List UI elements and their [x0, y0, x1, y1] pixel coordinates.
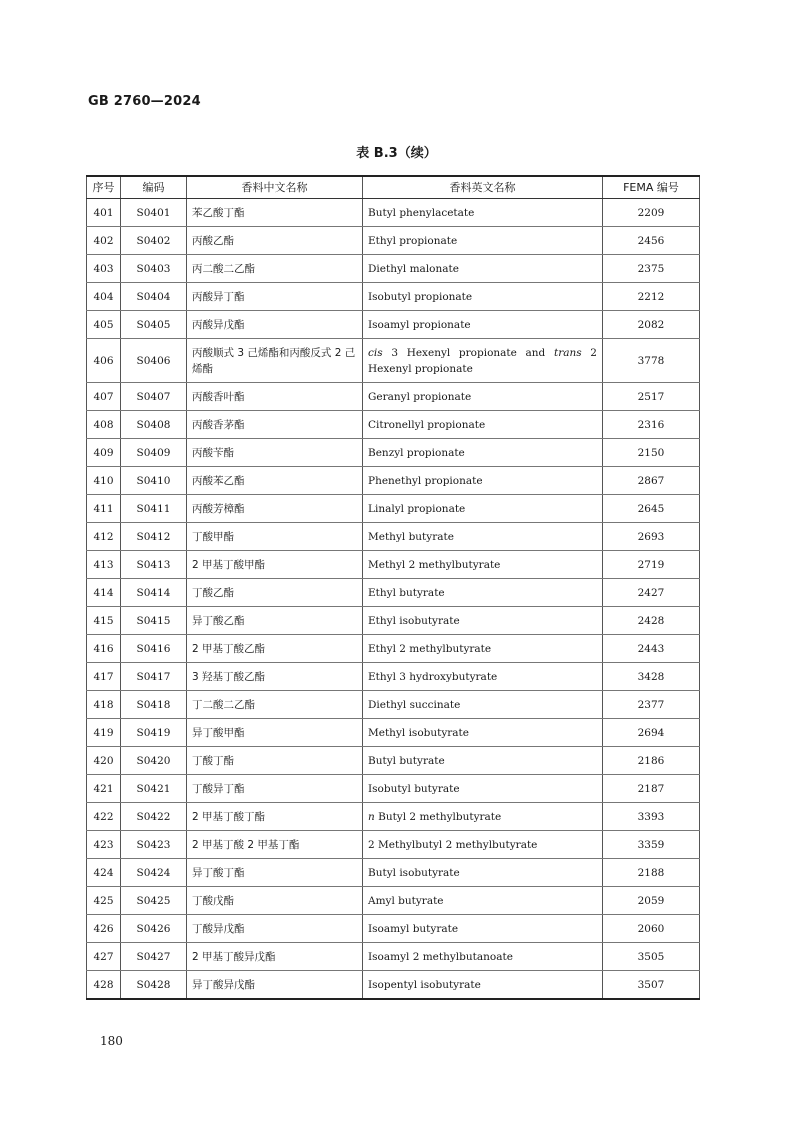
- cell-seq: 425: [87, 887, 121, 915]
- cell-cn-name: 3 羟基丁酸乙酯: [187, 663, 363, 691]
- col-header-en-name: 香料英文名称: [363, 176, 603, 199]
- table-header-row: [87, 176, 700, 199]
- cell-en-name: Isobutyl butyrate: [363, 775, 603, 803]
- table-row: [87, 607, 700, 635]
- cell-en-name: Isobutyl propionate: [363, 283, 603, 311]
- cell-cn-name: 丁酸丁酯: [187, 747, 363, 775]
- col-header-seq: 序号: [87, 176, 121, 199]
- cell-code: S0408: [121, 411, 187, 439]
- table-row: [87, 411, 700, 439]
- table-row: [87, 831, 700, 859]
- cell-seq: 409: [87, 439, 121, 467]
- cell-fema: 2867: [603, 467, 700, 495]
- cell-code: S0402: [121, 227, 187, 255]
- table-row: [87, 887, 700, 915]
- table-row: [87, 495, 700, 523]
- cell-seq: 411: [87, 495, 121, 523]
- cell-seq: 428: [87, 971, 121, 1000]
- table-row: [87, 311, 700, 339]
- cell-fema: 2060: [603, 915, 700, 943]
- cell-seq: 402: [87, 227, 121, 255]
- table-row: [87, 227, 700, 255]
- cell-cn-name: 2 甲基丁酸 2 甲基丁酯: [187, 831, 363, 859]
- cell-en-name: Ethyl 2 methylbutyrate: [363, 635, 603, 663]
- cell-code: S0427: [121, 943, 187, 971]
- trans-prefix: trans: [553, 346, 582, 359]
- cell-en-name: Phenethyl propionate: [363, 467, 603, 495]
- table-row: [87, 915, 700, 943]
- en-name-segment: Butyl 2 methylbutyrate: [374, 810, 502, 823]
- cell-cn-name: 丙酸香叶酯: [187, 383, 363, 411]
- cell-seq: 415: [87, 607, 121, 635]
- table-row: [87, 663, 700, 691]
- cell-code: S0421: [121, 775, 187, 803]
- en-name-segment: 3 Hexenyl propionate and: [382, 346, 554, 359]
- table-row: [87, 551, 700, 579]
- cell-seq: 412: [87, 523, 121, 551]
- cell-fema: 2188: [603, 859, 700, 887]
- cell-en-name: Citronellyl propionate: [363, 411, 603, 439]
- cell-cn-name: 2 甲基丁酸丁酯: [187, 803, 363, 831]
- cell-fema: 2187: [603, 775, 700, 803]
- cell-en-name: Geranyl propionate: [363, 383, 603, 411]
- table-row: [87, 775, 700, 803]
- cell-cn-name: 异丁酸丁酯: [187, 859, 363, 887]
- cell-fema: 3359: [603, 831, 700, 859]
- table-row: [87, 199, 700, 227]
- cell-fema: 3428: [603, 663, 700, 691]
- col-header-fema: FEMA 编号: [603, 176, 700, 199]
- cell-cn-name: 丙酸香茅酯: [187, 411, 363, 439]
- cell-code: S0410: [121, 467, 187, 495]
- cell-en-name: Butyl phenylacetate: [363, 199, 603, 227]
- cell-seq: 424: [87, 859, 121, 887]
- cell-code: S0425: [121, 887, 187, 915]
- cell-fema: 2645: [603, 495, 700, 523]
- cell-code: S0406: [121, 339, 187, 383]
- cell-cn-name: 丙酸异戊酯: [187, 311, 363, 339]
- cell-cn-name: 异丁酸甲酯: [187, 719, 363, 747]
- cell-code: S0403: [121, 255, 187, 283]
- table-row: [87, 691, 700, 719]
- table-row: [87, 943, 700, 971]
- cell-code: S0416: [121, 635, 187, 663]
- cell-fema: 2517: [603, 383, 700, 411]
- cell-seq: 427: [87, 943, 121, 971]
- cell-seq: 420: [87, 747, 121, 775]
- cell-code: S0419: [121, 719, 187, 747]
- table-row: [87, 971, 700, 1000]
- cell-cn-name: 丙酸苯乙酯: [187, 467, 363, 495]
- cell-en-name: Ethyl isobutyrate: [363, 607, 603, 635]
- table-row: [87, 467, 700, 495]
- cell-fema: 2427: [603, 579, 700, 607]
- table-row: [87, 523, 700, 551]
- cell-en-name: Methyl butyrate: [363, 523, 603, 551]
- flavor-table: [86, 175, 700, 1000]
- cell-code: S0414: [121, 579, 187, 607]
- cell-code: S0426: [121, 915, 187, 943]
- table-row: [87, 339, 700, 383]
- cell-code: S0407: [121, 383, 187, 411]
- cell-code: S0404: [121, 283, 187, 311]
- cell-fema: 2212: [603, 283, 700, 311]
- cell-en-name: Methyl isobutyrate: [363, 719, 603, 747]
- cell-code: S0411: [121, 495, 187, 523]
- n-prefix: n: [368, 810, 375, 823]
- cell-fema: 2375: [603, 255, 700, 283]
- table-row: [87, 283, 700, 311]
- cell-code: S0413: [121, 551, 187, 579]
- cell-en-name: Benzyl propionate: [363, 439, 603, 467]
- table-row: [87, 439, 700, 467]
- cell-seq: 406: [87, 339, 121, 383]
- cell-seq: 423: [87, 831, 121, 859]
- cell-en-name: [363, 339, 603, 383]
- cell-seq: 408: [87, 411, 121, 439]
- table-caption: 表 B.3（续）: [356, 146, 437, 161]
- cell-fema: 3778: [603, 339, 700, 383]
- table-row: [87, 747, 700, 775]
- cell-fema: 2428: [603, 607, 700, 635]
- cell-fema: 2443: [603, 635, 700, 663]
- cell-code: S0428: [121, 971, 187, 1000]
- cell-fema: 2316: [603, 411, 700, 439]
- cis-prefix: cis: [368, 346, 383, 359]
- cell-cn-name: 丙酸乙酯: [187, 227, 363, 255]
- cell-seq: 416: [87, 635, 121, 663]
- table-row: [87, 803, 700, 831]
- cell-fema: 2719: [603, 551, 700, 579]
- cell-seq: 404: [87, 283, 121, 311]
- cell-fema: 2059: [603, 887, 700, 915]
- cell-en-name: Ethyl butyrate: [363, 579, 603, 607]
- cell-fema: 2694: [603, 719, 700, 747]
- cell-code: S0415: [121, 607, 187, 635]
- cell-fema: 3393: [603, 803, 700, 831]
- cell-seq: 401: [87, 199, 121, 227]
- cell-en-name: Isoamyl butyrate: [363, 915, 603, 943]
- cell-fema: 2186: [603, 747, 700, 775]
- cell-fema: 2456: [603, 227, 700, 255]
- cell-cn-name: 异丁酸乙酯: [187, 607, 363, 635]
- cell-cn-name: 丁酸异戊酯: [187, 915, 363, 943]
- cell-seq: 405: [87, 311, 121, 339]
- page-number: 180: [100, 1034, 123, 1048]
- cell-fema: 2377: [603, 691, 700, 719]
- cell-fema: 3507: [603, 971, 700, 1000]
- cell-en-name: Amyl butyrate: [363, 887, 603, 915]
- table-row: [87, 255, 700, 283]
- cell-seq: 410: [87, 467, 121, 495]
- cell-seq: 407: [87, 383, 121, 411]
- cell-code: S0424: [121, 859, 187, 887]
- col-header-code: 编码: [121, 176, 187, 199]
- cell-en-name: Isoamyl 2 methylbutanoate: [363, 943, 603, 971]
- table-row: [87, 719, 700, 747]
- cell-cn-name: 丙酸异丁酯: [187, 283, 363, 311]
- cell-en-name: [363, 803, 603, 831]
- cell-fema: 2209: [603, 199, 700, 227]
- table-row: [87, 635, 700, 663]
- cell-en-name: Isoamyl propionate: [363, 311, 603, 339]
- cell-seq: 418: [87, 691, 121, 719]
- cell-cn-name: 丙酸苄酯: [187, 439, 363, 467]
- table-row: [87, 579, 700, 607]
- cell-fema: 3505: [603, 943, 700, 971]
- cell-en-name: Butyl isobutyrate: [363, 859, 603, 887]
- cell-cn-name: 丁酸戊酯: [187, 887, 363, 915]
- cell-en-name: Ethyl propionate: [363, 227, 603, 255]
- cell-cn-name: 丙二酸二乙酯: [187, 255, 363, 283]
- cell-seq: 417: [87, 663, 121, 691]
- cell-seq: 421: [87, 775, 121, 803]
- cell-cn-name: 丙酸芳樟酯: [187, 495, 363, 523]
- cell-code: S0423: [121, 831, 187, 859]
- en-name-segment: 2 Hexenyl propionate: [368, 346, 597, 375]
- cell-en-name: Ethyl 3 hydroxybutyrate: [363, 663, 603, 691]
- cell-fema: 2693: [603, 523, 700, 551]
- cell-en-name: Butyl butyrate: [363, 747, 603, 775]
- cell-cn-name: 2 甲基丁酸乙酯: [187, 635, 363, 663]
- cell-fema: 2082: [603, 311, 700, 339]
- cell-seq: 422: [87, 803, 121, 831]
- cell-en-name: Linalyl propionate: [363, 495, 603, 523]
- cell-seq: 414: [87, 579, 121, 607]
- cell-cn-name: 2 甲基丁酸异戊酯: [187, 943, 363, 971]
- cell-en-name: Diethyl malonate: [363, 255, 603, 283]
- cell-seq: 403: [87, 255, 121, 283]
- cell-code: S0412: [121, 523, 187, 551]
- cell-en-name: Methyl 2 methylbutyrate: [363, 551, 603, 579]
- cell-cn-name: 丙酸顺式 3 己烯酯和丙酸反式 2 己烯酯: [187, 339, 363, 383]
- cell-code: S0417: [121, 663, 187, 691]
- cell-seq: 413: [87, 551, 121, 579]
- cell-cn-name: 丁酸乙酯: [187, 579, 363, 607]
- cell-code: S0409: [121, 439, 187, 467]
- cell-en-name: Diethyl succinate: [363, 691, 603, 719]
- cell-fema: 2150: [603, 439, 700, 467]
- cell-cn-name: 2 甲基丁酸甲酯: [187, 551, 363, 579]
- cell-code: S0422: [121, 803, 187, 831]
- cell-cn-name: 苯乙酸丁酯: [187, 199, 363, 227]
- table-row: [87, 859, 700, 887]
- col-header-cn-name: 香料中文名称: [187, 176, 363, 199]
- table-row: [87, 383, 700, 411]
- cell-seq: 426: [87, 915, 121, 943]
- cell-en-name: Isopentyl isobutyrate: [363, 971, 603, 1000]
- cell-cn-name: 丁酸甲酯: [187, 523, 363, 551]
- cell-code: S0418: [121, 691, 187, 719]
- cell-cn-name: 丁二酸二乙酯: [187, 691, 363, 719]
- cell-code: S0405: [121, 311, 187, 339]
- cell-code: S0420: [121, 747, 187, 775]
- cell-code: S0401: [121, 199, 187, 227]
- cell-cn-name: 异丁酸异戊酯: [187, 971, 363, 1000]
- standard-number: GB 2760—2024: [88, 94, 201, 109]
- cell-en-name: 2 Methylbutyl 2 methylbutyrate: [363, 831, 603, 859]
- cell-seq: 419: [87, 719, 121, 747]
- cell-cn-name: 丁酸异丁酯: [187, 775, 363, 803]
